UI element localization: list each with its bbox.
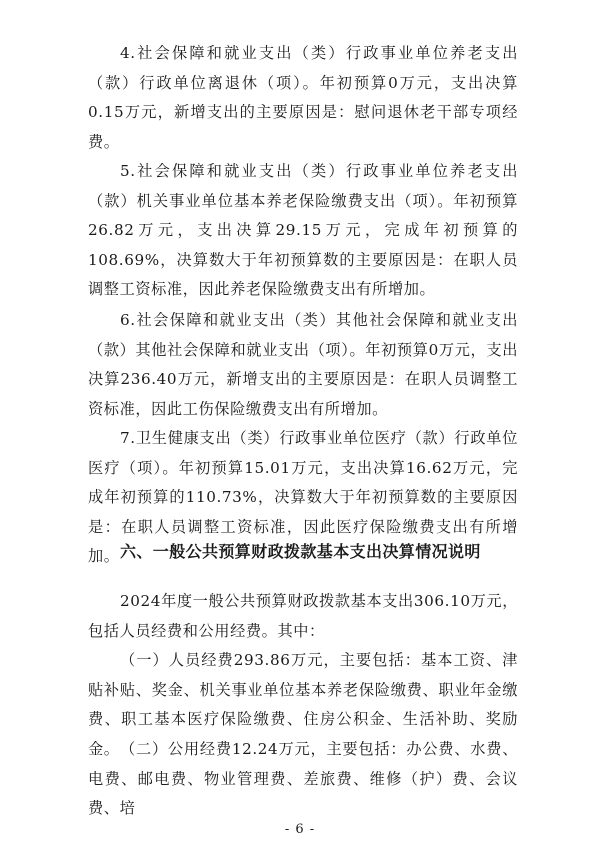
paragraph-item-5: 5.社会保障和就业支出（类）行政事业单位养老支出（款）机关事业单位基本养老保险缴费支出（项）。年初预算26.82万元，支出决算29.15万元，完成年初预算的108.69%，决算数大于年初预算数的主要原因是：在职人员调整工资标准，因此养老保险缴费支出有所增加。 xyxy=(88,162,518,298)
paragraph-item-7: 7.卫生健康支出（类）行政事业单位医疗（款）行政单位医疗（项）。年初预算15.01万元，支出决算16.62万元，完成年初预算的110.73%，决算数大于年初预算数的主要原因是：在职人员调整工资标准，因此医疗保险缴费支出有所增加。 xyxy=(88,429,518,565)
section-heading: 六、一般公共预算财政拨款基本支出决算情况说明 xyxy=(120,542,481,561)
paragraph-item-6: 6.社会保障和就业支出（类）其他社会保障和就业支出（款）其他社会保障和就业支出（项）。年初预算0万元，支出决算236.40万元，新增支出的主要原因是：在职人员调整工资标准，因此工伤保险缴费支出有所增加。 xyxy=(88,311,518,418)
personnel-expense-paragraph: （一）人员经费293.86万元，主要包括：基本工资、津贴补贴、奖金、机关事业单位基本养老保险缴费、职业年金缴费、职工基本医疗保险缴费、住房公积金、生活补助、奖励金。 xyxy=(88,651,518,758)
public-expense-paragraph: （二）公用经费12.24万元，主要包括：办公费、水费、电费、邮电费、物业管理费、差旅费、维修（护）费、会议费、培 xyxy=(88,740,518,817)
page-number: - 6 - xyxy=(284,822,316,837)
paragraph-item-4: 4.社会保障和就业支出（类）行政事业单位养老支出（款）行政单位离退休（项）。年初预算0万元，支出决算0.15万元，新增支出的主要原因是：慰问退休老干部专项经费。 xyxy=(88,44,518,151)
section-intro-paragraph: 2024年度一般公共预算财政拨款基本支出306.10万元，包括人员经费和公用经费。其中： xyxy=(88,592,518,640)
